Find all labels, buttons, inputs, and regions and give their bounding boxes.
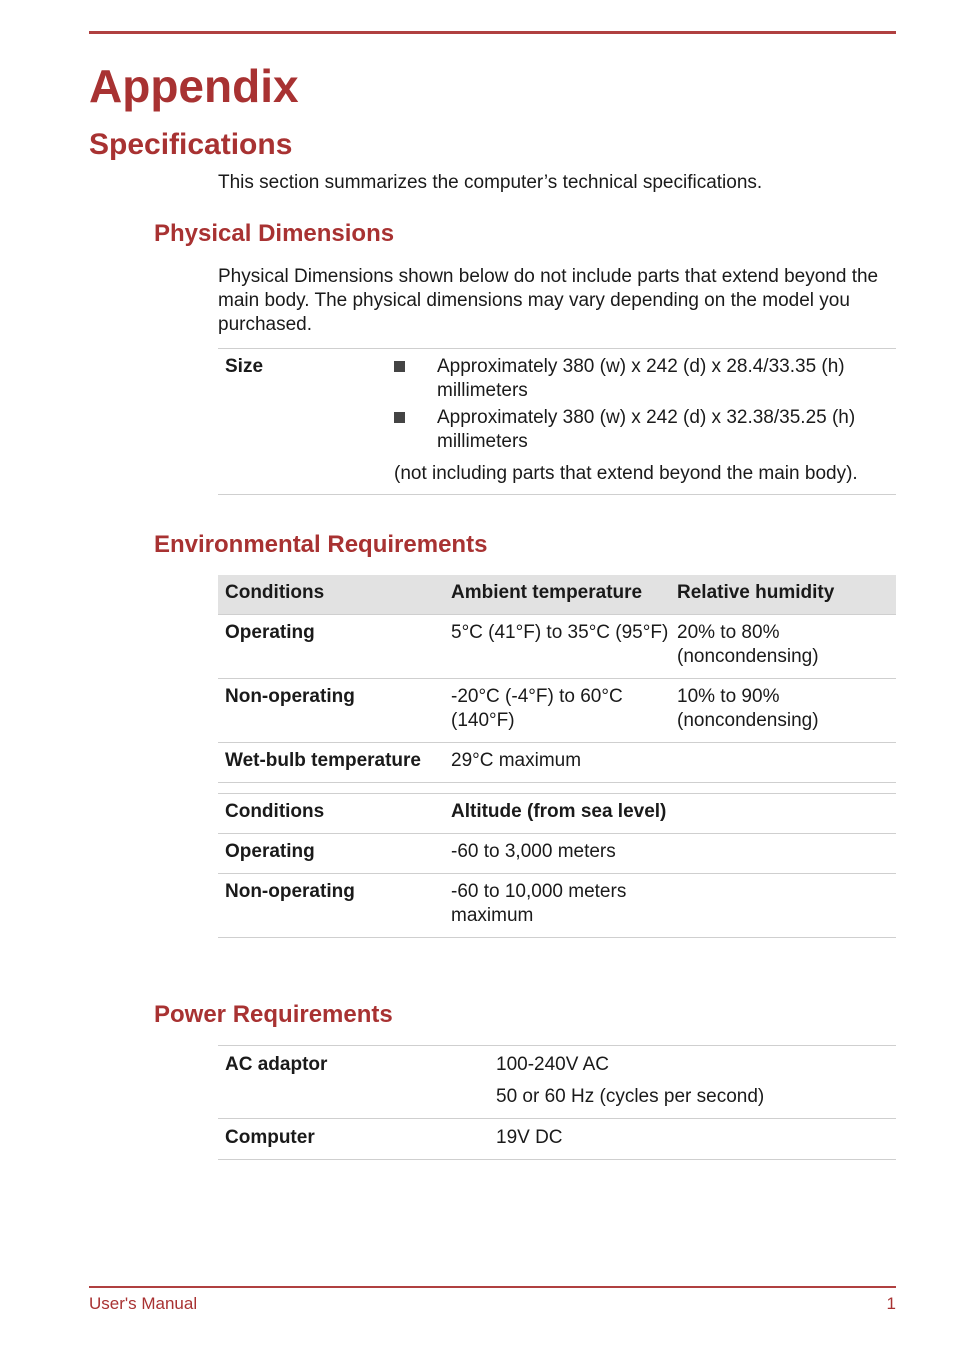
table-cell: -60 to 3,000 meters: [451, 841, 616, 862]
table-cell: -20°C (-4°F) to 60°C (140°F): [451, 686, 623, 731]
table-cell: Wet-bulb temperature: [225, 750, 422, 771]
table-cell: Non-operating: [225, 686, 355, 707]
physical-dimensions-heading: Physical Dimensions: [154, 220, 395, 247]
header-rule: [89, 31, 896, 34]
table-header-row: [218, 575, 896, 615]
environment-table: [218, 575, 896, 938]
size-item: Approximately 380 (w) x 242 (d) x 32.38/35.25 (h) millimeters: [437, 407, 856, 452]
table-cell: [489, 1119, 896, 1160]
page-number: 1: [886, 1294, 896, 1313]
size-item: Approximately 380 (w) x 242 (d) x 28.4/33.35 (h) millimeters: [437, 356, 845, 401]
table-cell: 29°C maximum: [451, 750, 582, 771]
square-bullet-icon: [394, 412, 405, 423]
table-cell: 10% to 90% (noncondensing): [677, 686, 819, 731]
table-cell: AC adaptor: [225, 1054, 328, 1075]
square-bullet-icon: [394, 361, 405, 372]
table-cell: [670, 794, 896, 834]
table-cell: Operating: [225, 841, 315, 862]
table-cell: -60 to 10,000 meters maximum: [451, 881, 627, 926]
table-row: [218, 743, 896, 783]
footer-title: User's Manual: [89, 1294, 198, 1313]
table-cell: [670, 743, 896, 783]
table-cell: [489, 1046, 896, 1119]
footer-rule: [89, 1286, 896, 1288]
column-header: Ambient temperature: [451, 582, 643, 603]
table-row: [218, 679, 896, 743]
table-cell: Non-operating: [225, 881, 355, 902]
table-cell: Operating: [225, 622, 315, 643]
environmental-requirements-heading: Environmental Requirements: [154, 531, 488, 558]
table-row: [218, 1046, 896, 1119]
column-header: Conditions: [225, 801, 325, 822]
table-cell: [670, 834, 896, 874]
power-table: [218, 1045, 896, 1160]
table-row: [218, 615, 896, 679]
table-cell: [670, 874, 896, 938]
table-row: [218, 1119, 896, 1160]
physical-dimensions-intro: Physical Dimensions shown below do not include parts that extend beyond the main body. The physical dimensions may vary depending on the model you purchased.: [218, 266, 879, 335]
size-table: [218, 348, 896, 495]
table-cell: 20% to 80% (noncondensing): [677, 622, 819, 667]
power-value: 19V DC: [496, 1127, 563, 1148]
column-header: Altitude (from sea level): [451, 801, 667, 822]
list-item: [394, 355, 896, 403]
power-requirements-heading: Power Requirements: [154, 1001, 393, 1028]
list-item: [394, 406, 896, 454]
table-cell: 5°C (41°F) to 35°C (95°F): [451, 622, 669, 643]
section-title: Specifications: [89, 128, 293, 161]
table-row: [218, 349, 896, 495]
table-cell: Computer: [225, 1127, 315, 1148]
column-header: Conditions: [225, 582, 325, 603]
column-header: Relative humidity: [677, 582, 835, 603]
size-note: (not including parts that extend beyond the main body).: [394, 463, 858, 484]
size-label: Size: [225, 356, 264, 377]
table-header-row: [218, 794, 896, 834]
section-intro: This section summarizes the computer’s technical specifications.: [218, 172, 763, 193]
power-value: 100-240V AC: [496, 1054, 610, 1075]
size-values: [387, 349, 896, 495]
table-spacer: [218, 783, 896, 794]
power-value: 50 or 60 Hz (cycles per second): [496, 1086, 765, 1107]
table-row: [218, 834, 896, 874]
table-row: [218, 874, 896, 938]
page-title: Appendix: [89, 60, 299, 112]
